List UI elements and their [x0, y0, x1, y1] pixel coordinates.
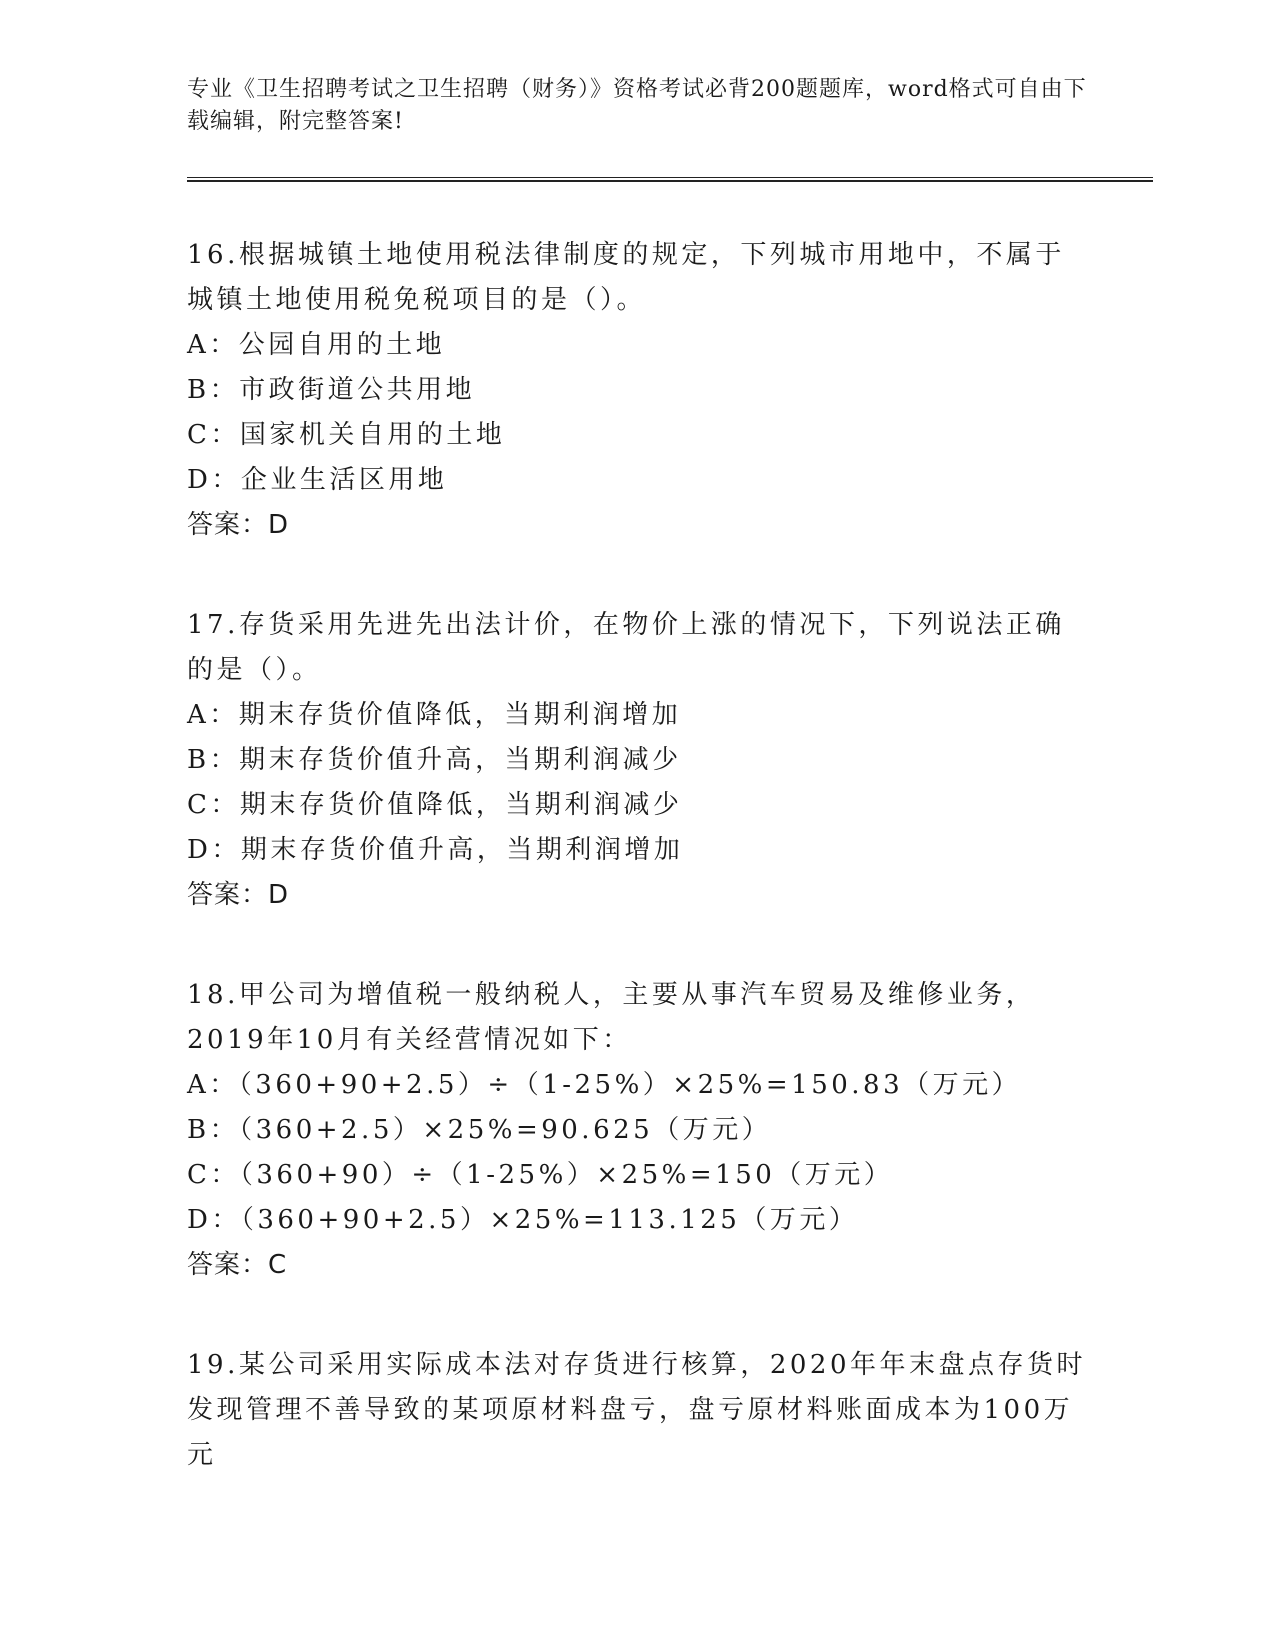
question-text: 16.根据城镇土地使用税法律制度的规定，下列城市用地中，不属于城镇土地使用税免税项目的是（）。: [187, 240, 1065, 315]
document-title: 专业《卫生招聘考试之卫生招聘（财务）》资格考试必背200题题库，word格式可自由下载编辑，附完整答案!: [187, 77, 1087, 134]
document-header: [187, 74, 1087, 138]
answer: 答案：C: [187, 1250, 288, 1280]
option-d: D：企业生活区用地: [187, 465, 448, 495]
option-c: C：（360+90）÷（1-25%）×25%=150（万元）: [187, 1160, 894, 1190]
question-text: 19.某公司采用实际成本法对存货进行核算，2020年年末盘点存货时发现管理不善导致的某项原材料盘亏，盘亏原材料账面成本为100万元: [187, 1350, 1087, 1470]
answer: 答案：D: [187, 510, 290, 540]
option-a: A：（360+90+2.5）÷（1-25%）×25%=150.83（万元）: [187, 1070, 1022, 1100]
option-b: B：（360+2.5）×25%=90.625（万元）: [187, 1115, 772, 1145]
option-b: B：期末存货价值升高，当期利润减少: [187, 745, 682, 775]
header-divider: [187, 177, 1153, 182]
option-d: D：（360+90+2.5）×25%=113.125（万元）: [187, 1205, 859, 1235]
question-16: [187, 233, 1087, 548]
option-b: B：市政街道公共用地: [187, 375, 476, 405]
question-text: 18.甲公司为增值税一般纳税人，主要从事汽车贸易及维修业务，2019年10月有关经营情况如下：: [187, 980, 1036, 1055]
answer: 答案：D: [187, 880, 290, 910]
option-c: C：期末存货价值降低，当期利润减少: [187, 790, 683, 820]
option-a: A：期末存货价值降低，当期利润增加: [187, 700, 682, 730]
question-18: [187, 973, 1087, 1288]
option-d: D：期末存货价值升高，当期利润增加: [187, 835, 684, 865]
question-17: [187, 603, 1087, 918]
option-c: C：国家机关自用的土地: [187, 420, 506, 450]
question-text: 17.存货采用先进先出法计价，在物价上涨的情况下，下列说法正确的是（）。: [187, 610, 1065, 685]
question-list: [187, 233, 1087, 1478]
option-a: A：公园自用的土地: [187, 330, 446, 360]
question-19: [187, 1343, 1087, 1478]
